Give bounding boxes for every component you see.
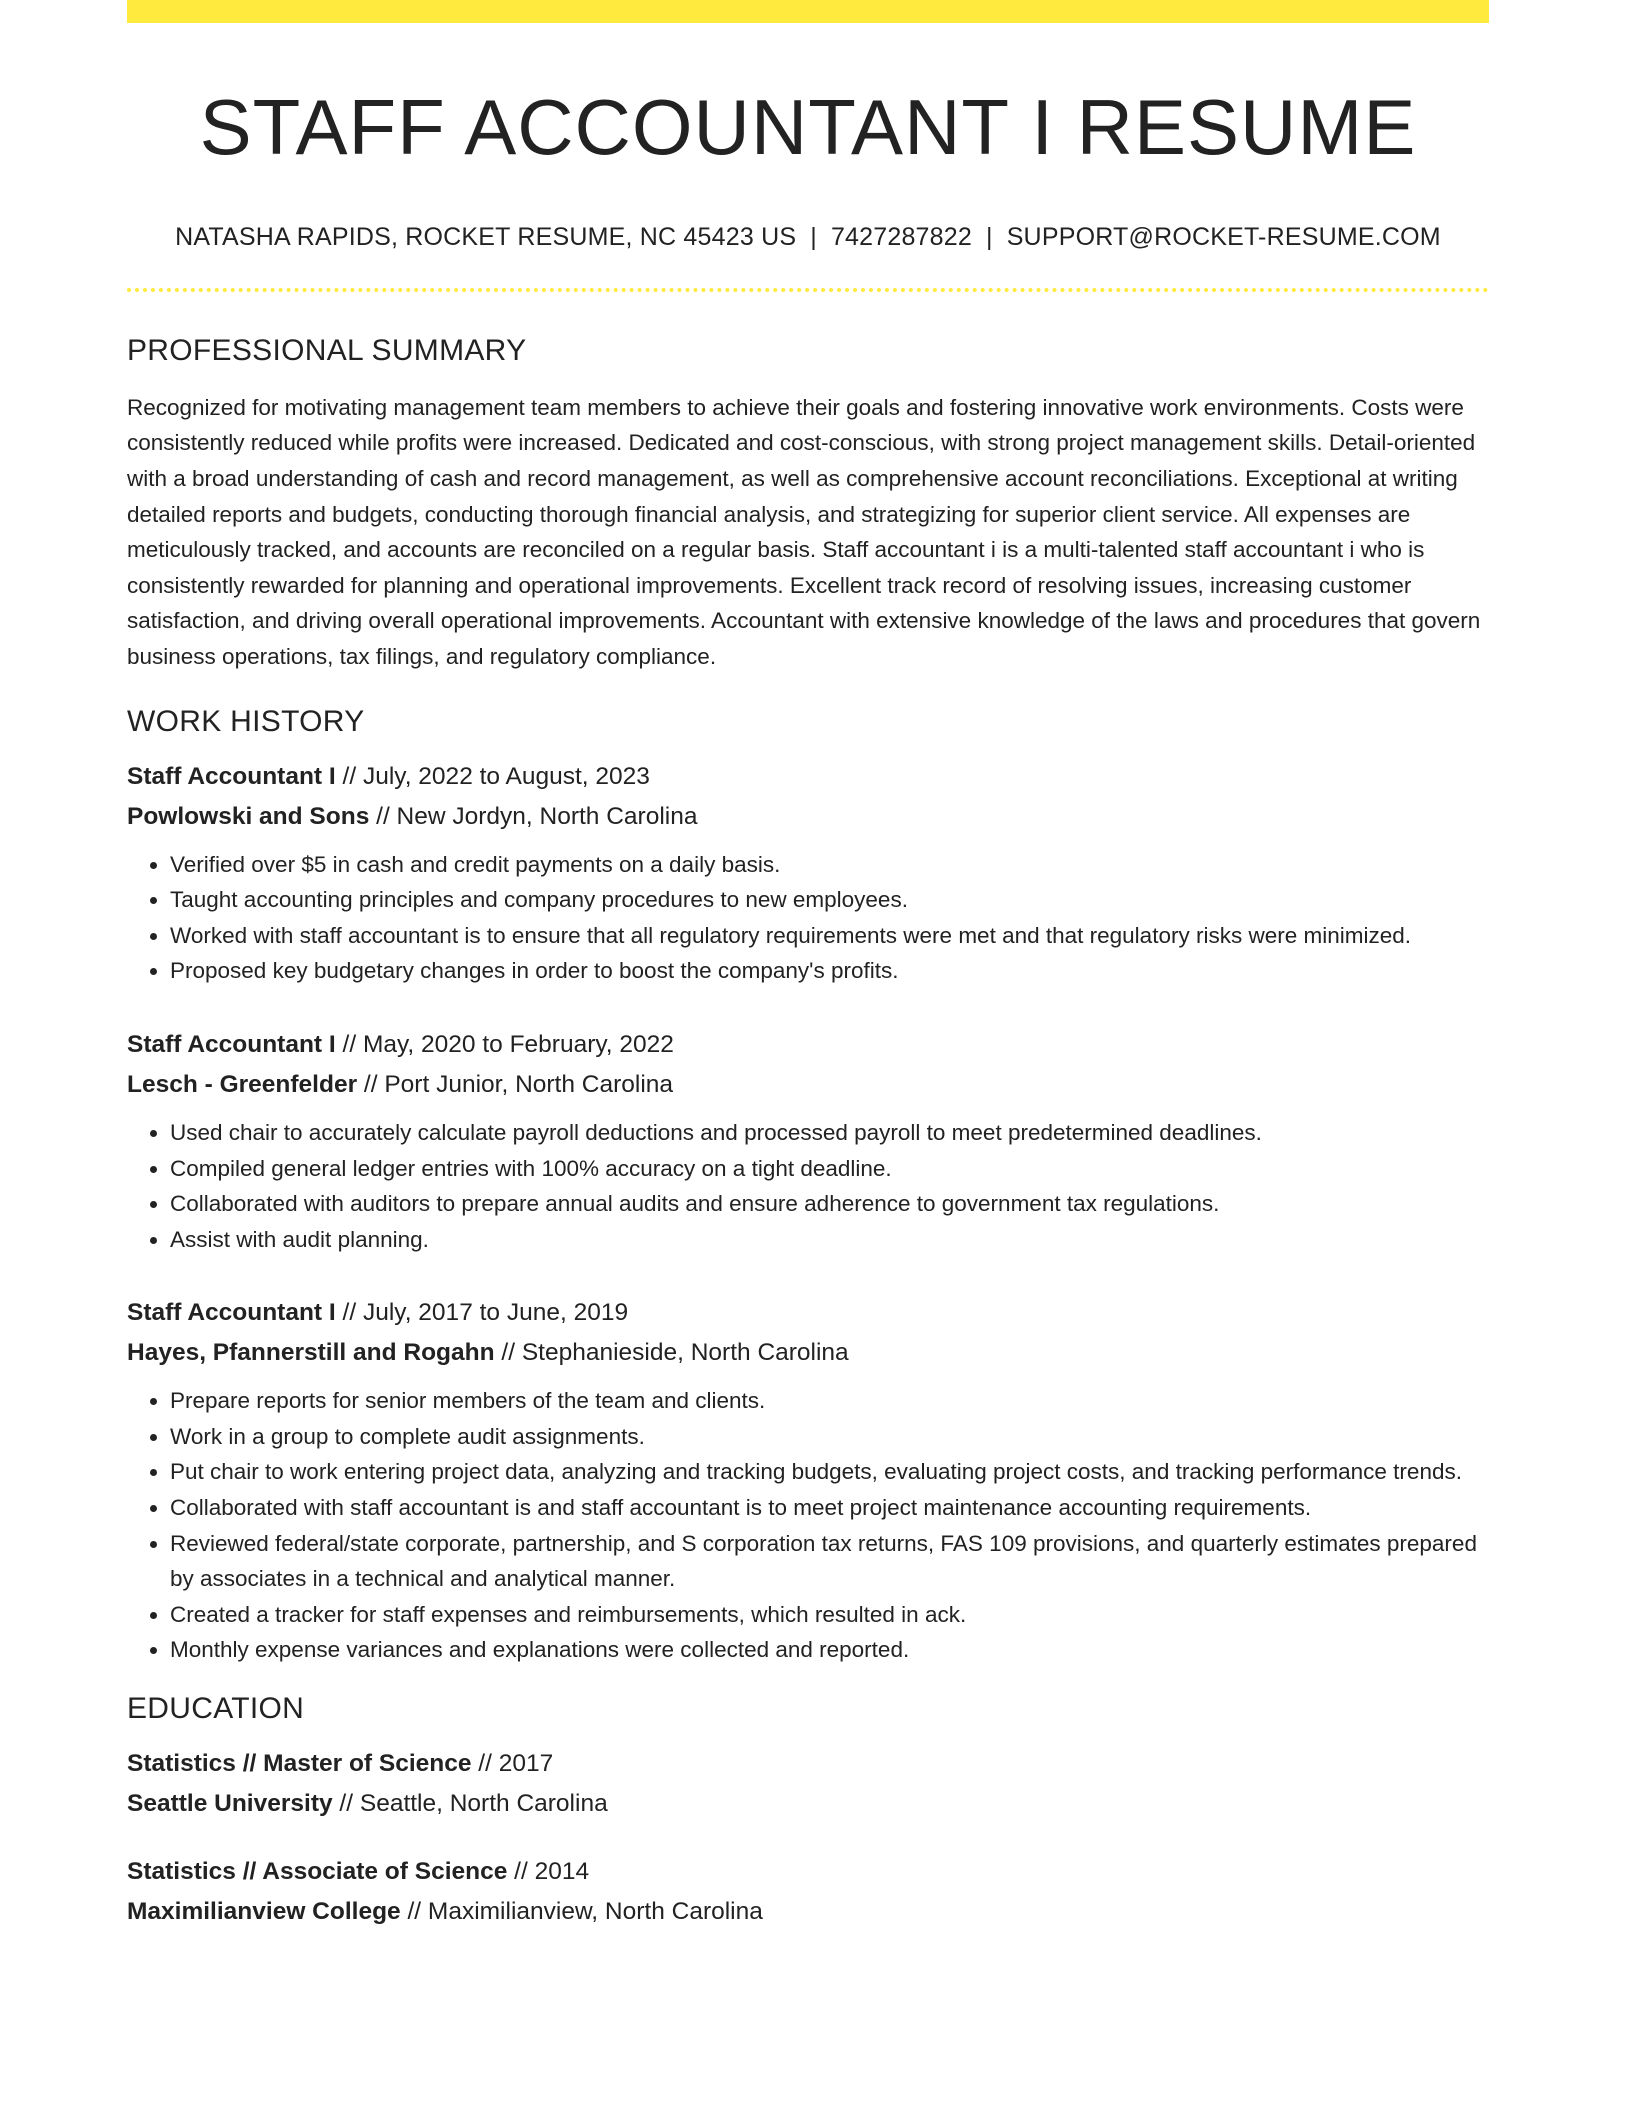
job-bullet: • Created a tracker for staff expenses and reimbursements, which resulted in ack. <box>170 1597 1489 1633</box>
job-bullet: • Assist with audit planning. <box>170 1222 1489 1258</box>
job-title: Staff Accountant I <box>127 1030 336 1058</box>
education-location: // Seattle, North Carolina <box>332 1790 608 1818</box>
job-bullet: • Work in a group to complete audit assignments. <box>170 1419 1489 1455</box>
job-dates: // July, 2017 to June, 2019 <box>335 1299 629 1327</box>
job-bullet: • Used chair to accurately calculate payroll deductions and processed payroll to meet predetermined deadlines. <box>170 1115 1489 1151</box>
education-degree: Statistics // Master of Science <box>127 1750 472 1778</box>
job-entry <box>127 1293 1489 1668</box>
job-company: Hayes, Pfannerstill and Rogahn <box>127 1339 495 1367</box>
top-accent-bar <box>127 0 1489 23</box>
job-title-line <box>127 1293 1489 1333</box>
contact-separator: | <box>810 222 817 251</box>
dotted-divider <box>127 288 1489 292</box>
job-location: // Stephanieside, North Carolina <box>494 1339 849 1367</box>
job-bullet: • Monthly expense variances and explanations were collected and reported. <box>170 1632 1489 1668</box>
job-bullet: • Prepare reports for senior members of the team and clients. <box>170 1383 1489 1419</box>
job-bullet: • Proposed key budgetary changes in order to boost the company's profits. <box>170 953 1489 989</box>
education-location: // Maximilianview, North Carolina <box>400 1898 763 1926</box>
job-company: Powlowski and Sons <box>127 802 370 830</box>
job-dates: // July, 2022 to August, 2023 <box>335 762 650 790</box>
contact-email: SUPPORT@ROCKET-RESUME.COM <box>1006 222 1441 251</box>
education-school-line <box>127 1784 1489 1824</box>
job-title: Staff Accountant I <box>127 1299 336 1327</box>
job-bullet: • Reviewed federal/state corporate, partnership, and S corporation tax returns, FAS 109 provisions, and quarterly estimates prepared by associates in a technical and analytical manner. <box>170 1526 1489 1597</box>
job-title-line <box>127 757 1489 797</box>
job-bullet: • Taught accounting principles and company procedures to new employees. <box>170 882 1489 918</box>
resume-title: STAFF ACCOUNTANT I RESUME <box>199 83 1417 171</box>
education-year: // 2017 <box>471 1750 554 1778</box>
education-degree: Statistics // Associate of Science <box>127 1858 508 1886</box>
job-location: // New Jordyn, North Carolina <box>369 802 698 830</box>
job-bullet-list <box>127 1115 1489 1257</box>
education-entry <box>127 1852 1489 1932</box>
resume-page <box>127 0 1489 1932</box>
contact-separator: | <box>985 222 993 251</box>
job-bullet: • Collaborated with auditors to prepare annual audits and ensure adherence to government tax regulations. <box>170 1186 1489 1222</box>
job-bullet-list <box>127 1383 1489 1668</box>
job-bullet: • Collaborated with staff accountant is and staff accountant is to meet project maintenance accounting requirements. <box>170 1490 1489 1526</box>
summary-text: Recognized for motivating management team members to achieve their goals and fostering innovative work environments. Costs were consistently reduced while profits were increased. Dedicated and cost-conscious, with strong project management skills. Detail-oriented with a broad understanding of cash and record management, as well as comprehensive account reconciliations. Exceptional at writing detailed reports and budgets, conducting thorough financial analysis, and strategizing for superior client service. All expenses are meticulously tracked, and accounts are reconciled on a regular basis. Staff accountant i is a multi-talented staff accountant i who is consistently rewarded for planning and operational improvements. Excellent track record of resolving issues, increasing customer satisfaction, and driving overall operational improvements. Accountant with extensive knowledge of the laws and procedures that govern business operations, tax filings, and regulatory compliance. <box>127 394 1481 669</box>
contact-phone: 7427287822 <box>830 222 972 251</box>
job-dates: // May, 2020 to February, 2022 <box>335 1030 674 1058</box>
job-bullet: • Compiled general ledger entries with 100% accuracy on a tight deadline. <box>170 1151 1489 1187</box>
education-entry <box>127 1744 1489 1824</box>
contact-line <box>127 223 1489 252</box>
job-bullet-list <box>127 847 1489 989</box>
job-entry <box>127 1025 1489 1257</box>
education-school-line <box>127 1892 1489 1932</box>
education-school: Seattle University <box>127 1790 333 1818</box>
job-title: Staff Accountant I <box>127 762 336 790</box>
education-heading: EDUCATION <box>127 1692 305 1726</box>
summary-heading: PROFESSIONAL SUMMARY <box>127 333 527 367</box>
education-degree-line <box>127 1852 1489 1892</box>
job-entry <box>127 757 1489 989</box>
work-history-heading: WORK HISTORY <box>127 704 365 738</box>
job-bullet: • Put chair to work entering project data, analyzing and tracking budgets, evaluating project costs, and tracking performance trends. <box>170 1454 1489 1490</box>
job-company-line <box>127 797 1489 837</box>
education-year: // 2014 <box>507 1858 590 1886</box>
contact-address: NATASHA RAPIDS, ROCKET RESUME, NC 45423 US <box>175 222 797 251</box>
job-company: Lesch - Greenfelder <box>127 1070 358 1098</box>
job-bullet: • Worked with staff accountant is to ensure that all regulatory requirements were met and that regulatory risks were minimized. <box>170 918 1489 954</box>
job-location: // Port Junior, North Carolina <box>357 1070 674 1098</box>
education-degree-line <box>127 1744 1489 1784</box>
job-bullet: • Verified over $5 in cash and credit payments on a daily basis. <box>170 847 1489 883</box>
job-company-line <box>127 1065 1489 1105</box>
education-school: Maximilianview College <box>127 1898 401 1926</box>
job-title-line <box>127 1025 1489 1065</box>
job-company-line <box>127 1333 1489 1373</box>
